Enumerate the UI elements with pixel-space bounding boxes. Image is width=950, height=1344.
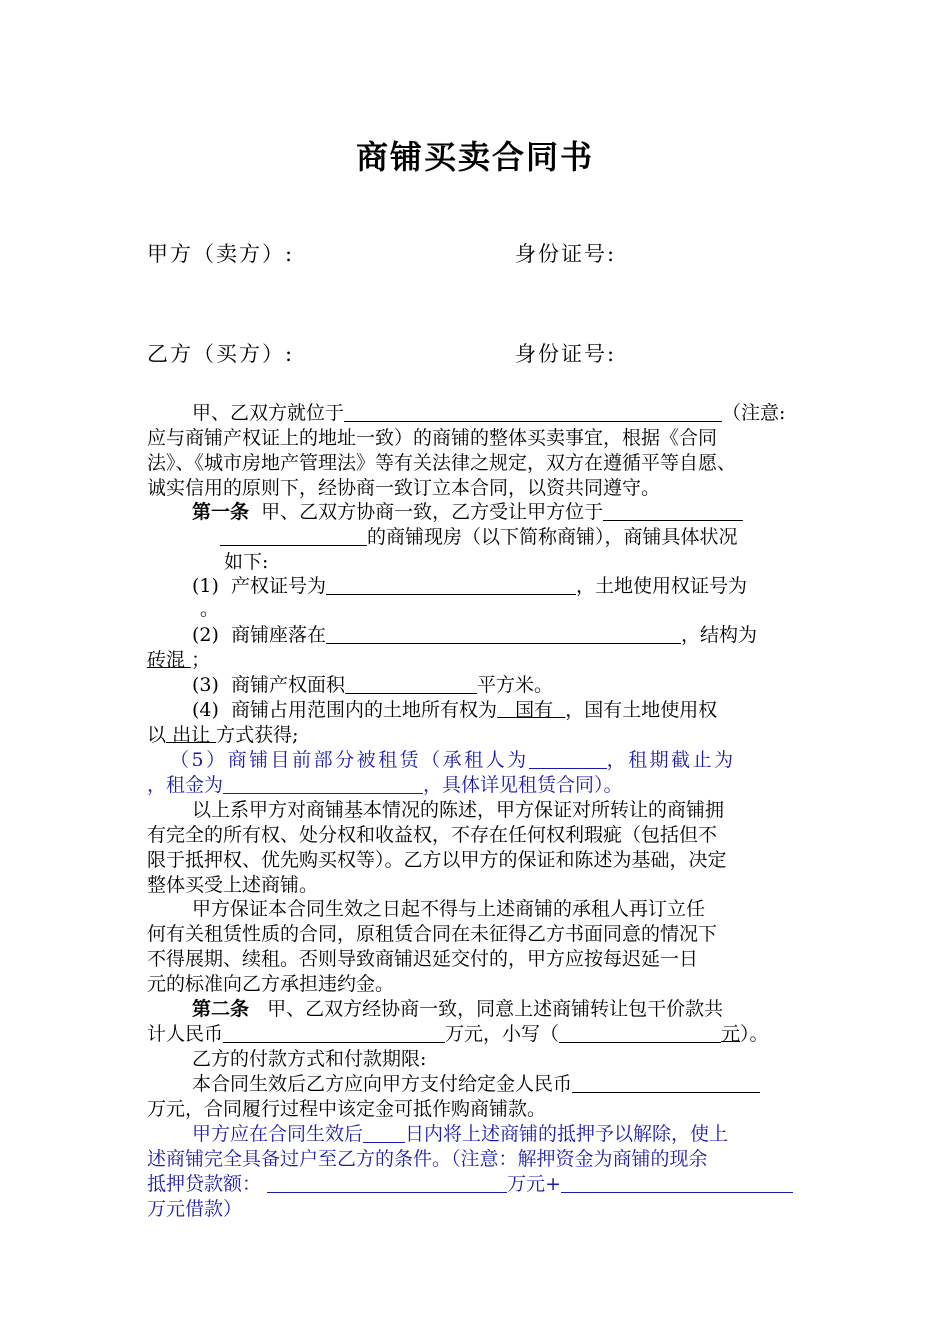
article1-line-3: 如下: [224, 551, 269, 573]
borrow-amount-blank[interactable] [561, 1174, 793, 1193]
area-blank[interactable] [345, 675, 477, 694]
item-2-cont: 砖混 ； [147, 649, 211, 671]
guarantee-line-2: 何有关租赁性质的合同，原租赁合同在未征得乙方书面同意的情况下 [147, 923, 718, 945]
land-ownership-value: 国有 [515, 699, 554, 721]
party-a-id-label: 身份证号: [515, 242, 617, 266]
item-1: (1) 产权证号为 ，土地使用权证号为 [192, 575, 748, 597]
statement-line-2: 有完全的所有权、处分权和收益权，不存在任何权利瑕疵（包括但不 [147, 824, 718, 846]
statement-line-3: 限于抵押权、优先购买权等）。乙方以甲方的保证和陈述为基础，决定 [147, 849, 727, 871]
loan-amount-blank[interactable] [267, 1174, 507, 1193]
address-blank[interactable] [344, 403, 722, 422]
party-a-label: 甲方（卖方）: [147, 242, 295, 266]
statement-line-4: 整体买受上述商铺。 [147, 874, 319, 896]
statement-line-1: 以上系甲方对商铺基本情况的陈述，甲方保证对所转让的商铺拥 [192, 799, 725, 821]
item-3: (3) 商铺产权面积 平方米。 [192, 674, 554, 696]
price-blank[interactable] [223, 1024, 445, 1043]
land-acquire-value: 出让 [172, 724, 211, 746]
days-blank[interactable] [363, 1124, 405, 1143]
article1-line-2: 的商铺现房（以下简称商铺），商铺具体状况 [220, 525, 738, 550]
mortgage-line-4: 万元借款） [147, 1198, 243, 1220]
item-2: (2) 商铺座落在 ，结构为 [192, 624, 758, 646]
mortgage-line-3: 抵押贷款额： 万元+ [147, 1172, 793, 1197]
page-title: 商铺买卖合同书 [355, 138, 594, 176]
deposit-line-2: 万元，合同履行过程中该定金可抵作购商铺款。 [147, 1098, 547, 1120]
rent-blank[interactable] [223, 775, 423, 794]
item-5: （5）商铺目前部分被租赁（承租人为 ，租期截止为 [170, 749, 736, 771]
mortgage-line-1: 甲方应在合同生效后 日内将上述商铺的抵押予以解除，使上 [192, 1123, 729, 1145]
article2-line-2: 计人民币 万元，小写（ 元）。 [147, 1023, 769, 1045]
intro-line-1: 甲、乙双方就位于 （注意: [192, 402, 786, 424]
intro-line-2: 应与商铺产权证上的地址一致）的商铺的整体买卖事宜，根据《合同 [147, 427, 718, 449]
deposit-blank[interactable] [572, 1074, 760, 1093]
tenant-blank[interactable] [529, 750, 607, 769]
article1-heading: 第一条 [192, 501, 250, 523]
item-4: (4) 商铺占用范围内的土地所有权为 国有 ，国有土地使用权 [192, 699, 718, 721]
shop-location-blank[interactable] [326, 625, 681, 644]
article2-heading: 第二条 [192, 998, 250, 1020]
price-figure-blank[interactable] [559, 1024, 721, 1043]
intro-line-3: 法》、《城市房地产管理法》等有关法律之规定，双方在遵循平等自愿、 [147, 452, 737, 474]
mortgage-line-2: 述商铺完全具备过户至乙方的条件。（注意：解押资金为商铺的现余 [147, 1148, 708, 1170]
payment-heading: 乙方的付款方式和付款期限: [192, 1048, 427, 1070]
party-b-id-label: 身份证号: [515, 342, 617, 366]
property-cert-blank[interactable] [326, 576, 576, 595]
item-1-cont: 。 [200, 598, 220, 620]
structure-value: 砖混 [147, 649, 186, 671]
party-b-label: 乙方（买方）: [147, 342, 295, 366]
deposit-line-1: 本合同生效后乙方应向甲方支付给定金人民币 [192, 1072, 760, 1097]
item-4-cont: 以 出让 方式获得; [147, 724, 299, 746]
guarantee-line-1: 甲方保证本合同生效之日起不得与上述商铺的承租人再订立任 [192, 898, 706, 920]
article2-line-1: 第二条 甲、乙双方经协商一致，同意上述商铺转让包干价款共 [192, 998, 724, 1020]
location-blank[interactable] [603, 502, 743, 521]
location-blank-cont[interactable] [220, 527, 367, 546]
guarantee-line-3: 不得展期、续租。否则导致商铺迟延交付的，甲方应按每迟延一日 [147, 948, 699, 970]
article1-line-1: 第一条 甲、乙双方协商一致，乙方受让甲方位于 [192, 500, 743, 525]
intro-line-4: 诚实信用的原则下，经协商一致订立本合同，以资共同遵守。 [147, 477, 661, 499]
guarantee-line-4: 元的标准向乙方承担违约金。 [147, 973, 395, 995]
item-5-cont: ，租金为 ，具体详见租赁合同）。 [147, 774, 623, 796]
